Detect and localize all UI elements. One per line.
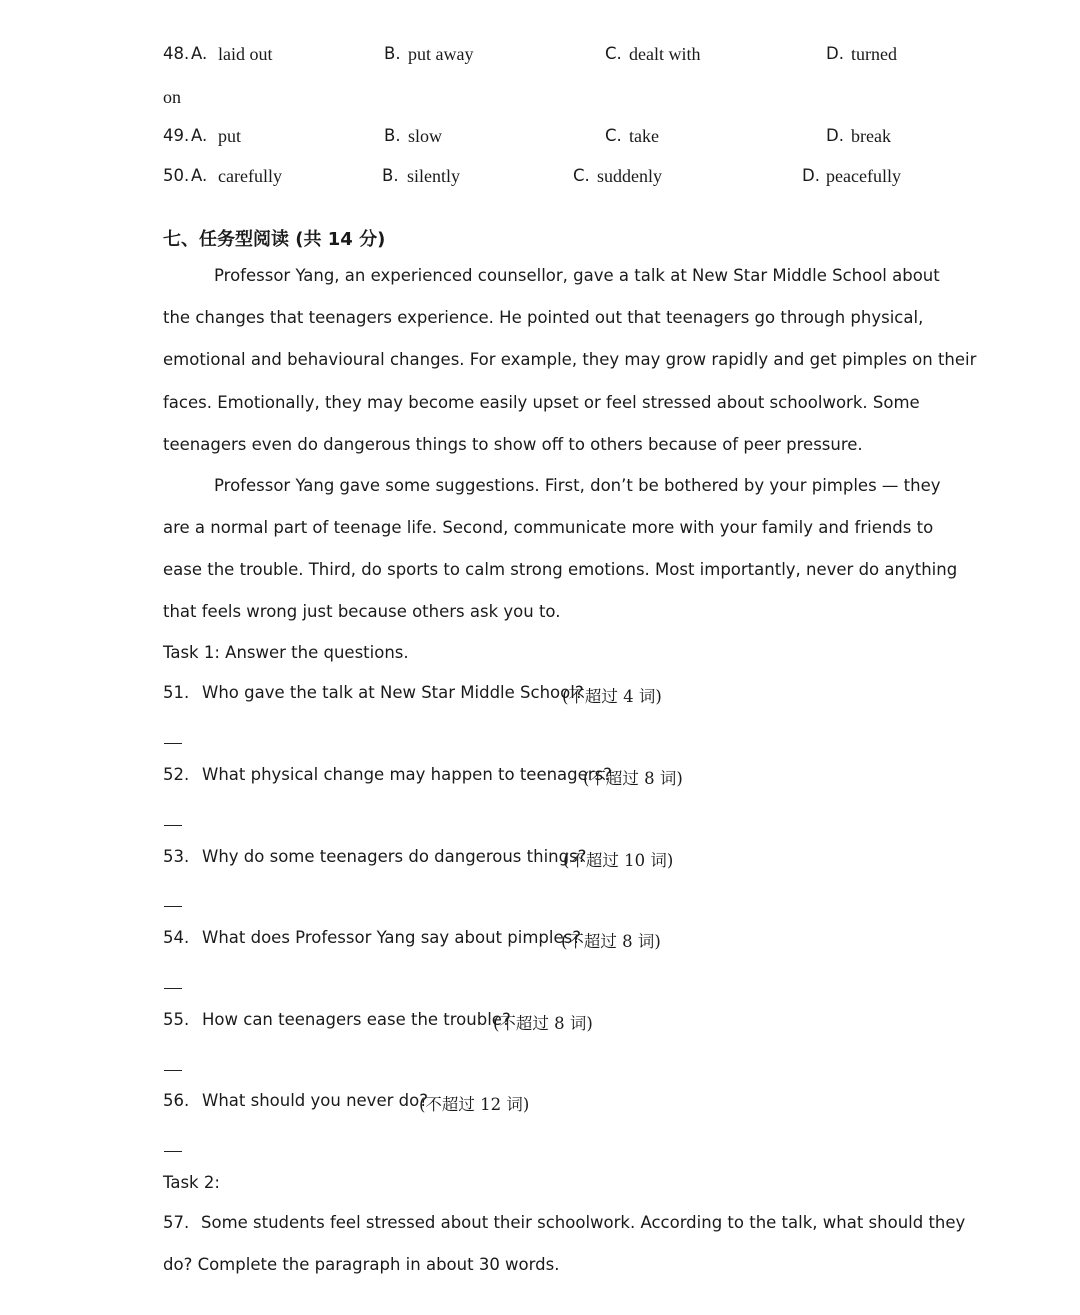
question-text: What physical change may happen to teenagers? (202, 765, 612, 784)
passage-line: are a normal part of teenage life. Second, communicate more with your family and friends to (163, 518, 934, 537)
question-number: 57. (163, 1213, 190, 1232)
word-limit: (不超过 8 词) (583, 769, 683, 788)
option-b-text: silently (407, 166, 460, 186)
question-text: What should you never do? (202, 1091, 428, 1110)
option-letter-c: C. (605, 44, 622, 63)
answer-blank[interactable] (164, 1070, 182, 1071)
passage-line: Professor Yang, an experienced counsellor, gave a talk at New Star Middle School about (214, 266, 940, 285)
option-letter-b: B. (384, 126, 401, 145)
option-d-text: peacefully (826, 166, 901, 186)
passage-line: teenagers even do dangerous things to show off to others because of peer pressure. (163, 435, 863, 454)
option-a-text: laid out (218, 44, 273, 64)
option-a-text: carefully (218, 166, 282, 186)
option-d-text-wrap: on (163, 87, 181, 107)
word-limit: (不超过 8 词) (561, 932, 661, 951)
question-number: 56. (163, 1091, 190, 1110)
passage-line: emotional and behavioural changes. For example, they may grow rapidly and get pimples on their (163, 350, 977, 369)
option-c-text: take (629, 126, 659, 146)
answer-blank[interactable] (164, 743, 182, 744)
answer-blank[interactable] (164, 988, 182, 989)
option-letter-a: A. (191, 126, 208, 145)
option-c-text: dealt with (629, 44, 701, 64)
question-number: 55. (163, 1010, 190, 1029)
option-letter-c: C. (573, 166, 590, 185)
option-letter-d: D. (802, 166, 820, 185)
passage-line: Professor Yang gave some suggestions. First, don’t be bothered by your pimples — they (214, 476, 941, 495)
option-d-text: break (851, 126, 891, 146)
passage-line: the changes that teenagers experience. He pointed out that teenagers go through physical, (163, 308, 924, 327)
word-limit: (不超过 10 词) (563, 851, 674, 870)
word-limit: (不超过 8 词) (493, 1014, 593, 1033)
passage-line: that feels wrong just because others ask you to. (163, 602, 561, 621)
answer-blank[interactable] (164, 825, 182, 826)
task1-label: Task 1: Answer the questions. (163, 643, 409, 662)
option-b-text: put away (408, 44, 474, 64)
section-heading: 七、任务型阅读 (共 14 分) (163, 229, 386, 250)
option-a-text: put (218, 126, 242, 146)
question-number: 49. (163, 126, 190, 145)
question-text-line: Some students feel stressed about their schoolwork. According to the talk, what should they (201, 1213, 966, 1232)
option-letter-a: A. (191, 166, 208, 185)
passage-line: ease the trouble. Third, do sports to calm strong emotions. Most importantly, never do anything (163, 560, 958, 579)
question-text: Why do some teenagers do dangerous things? (202, 847, 587, 866)
task2-label: Task 2: (163, 1173, 220, 1192)
option-c-text: suddenly (597, 166, 662, 186)
question-number: 52. (163, 765, 190, 784)
question-text-line: do? Complete the paragraph in about 30 words. (163, 1255, 560, 1274)
answer-blank[interactable] (164, 1151, 182, 1152)
option-letter-b: B. (382, 166, 399, 185)
question-text: How can teenagers ease the trouble? (202, 1010, 511, 1029)
option-letter-d: D. (826, 44, 844, 63)
option-b-text: slow (408, 126, 443, 146)
question-number: 48. (163, 44, 190, 63)
option-d-text: turned (851, 44, 897, 64)
question-text: Who gave the talk at New Star Middle School? (202, 683, 584, 702)
question-text: What does Professor Yang say about pimples? (202, 928, 581, 947)
question-number: 51. (163, 683, 190, 702)
option-letter-c: C. (605, 126, 622, 145)
word-limit: (不超过 4 词) (562, 687, 662, 706)
option-letter-b: B. (384, 44, 401, 63)
answer-blank[interactable] (164, 906, 182, 907)
option-letter-a: A. (191, 44, 208, 63)
option-letter-d: D. (826, 126, 844, 145)
question-number: 54. (163, 928, 190, 947)
word-limit: (不超过 12 词) (419, 1095, 530, 1114)
passage-line: faces. Emotionally, they may become easily upset or feel stressed about schoolwork. Some (163, 393, 920, 412)
question-number: 50. (163, 166, 190, 185)
question-number: 53. (163, 847, 190, 866)
